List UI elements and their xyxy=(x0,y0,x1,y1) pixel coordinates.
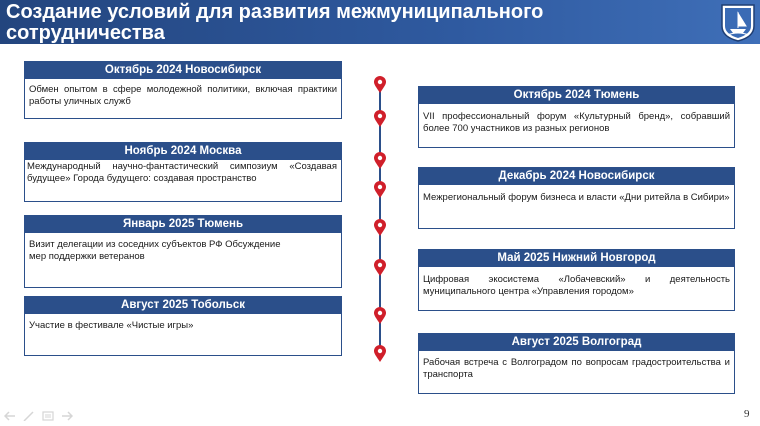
previous-arrow-icon[interactable] xyxy=(4,408,16,418)
next-arrow-icon[interactable] xyxy=(61,408,73,418)
event-card xyxy=(24,61,342,119)
location-pin-icon xyxy=(373,345,387,363)
location-pin-icon xyxy=(373,307,387,325)
event-card xyxy=(24,215,342,288)
event-title: Январь 2025 Тюмень xyxy=(24,215,342,233)
page-number: 9 xyxy=(744,408,750,420)
event-card xyxy=(418,333,735,394)
location-pin-icon xyxy=(373,76,387,94)
event-card xyxy=(24,296,342,356)
event-description: Обмен опытом в сфере молодежной политики, включая практики работы уличных служб xyxy=(24,79,342,119)
event-card xyxy=(24,142,342,202)
event-title: Ноябрь 2024 Москва xyxy=(24,142,342,160)
event-description: Международный научно-фантастический симпозиум «Создавая будущее» Города будущего: создавая пространство xyxy=(24,160,342,202)
event-card xyxy=(418,167,735,229)
location-pin-icon xyxy=(373,152,387,170)
event-card xyxy=(418,86,735,148)
location-pin-icon xyxy=(373,259,387,277)
location-pin-icon xyxy=(373,110,387,128)
event-description: Визит делегации из соседних субъектов РФ Обсуждение мер поддержки ветеранов xyxy=(24,233,342,288)
event-title: Октябрь 2024 Тюмень xyxy=(418,86,735,104)
event-title: Май 2025 Нижний Новгород xyxy=(418,249,735,267)
pen-icon[interactable] xyxy=(23,408,35,418)
slides-icon[interactable] xyxy=(42,408,54,418)
slide-title: Создание условий для развития межмуниципального сотрудничества xyxy=(6,1,544,44)
event-description: Цифровая экосистема «Лобачевский» и деятельность муниципального центра «Управления городом» xyxy=(418,267,735,311)
location-pin-icon xyxy=(373,219,387,237)
event-title: Декабрь 2024 Новосибирск xyxy=(418,167,735,185)
event-card xyxy=(418,249,735,311)
event-description: VII профессиональный форум «Культурный бренд», собравший более 700 участников из разных регионов xyxy=(418,104,735,148)
event-description: Участие в фестивале «Чистые игры» xyxy=(24,314,342,356)
location-pin-icon xyxy=(373,181,387,199)
event-description: Рабочая встреча с Волгоградом по вопросам градостроительства и транспорта xyxy=(418,351,735,394)
event-title: Август 2025 Волгоград xyxy=(418,333,735,351)
coat-of-arms-icon xyxy=(719,2,757,42)
event-title: Август 2025 Тобольск xyxy=(24,296,342,314)
event-description: Межрегиональный форум бизнеса и власти «Дни ритейла в Сибири» xyxy=(418,185,735,229)
event-title: Октябрь 2024 Новосибирск xyxy=(24,61,342,79)
slide-navigation xyxy=(4,408,73,418)
slide-header xyxy=(0,0,760,44)
